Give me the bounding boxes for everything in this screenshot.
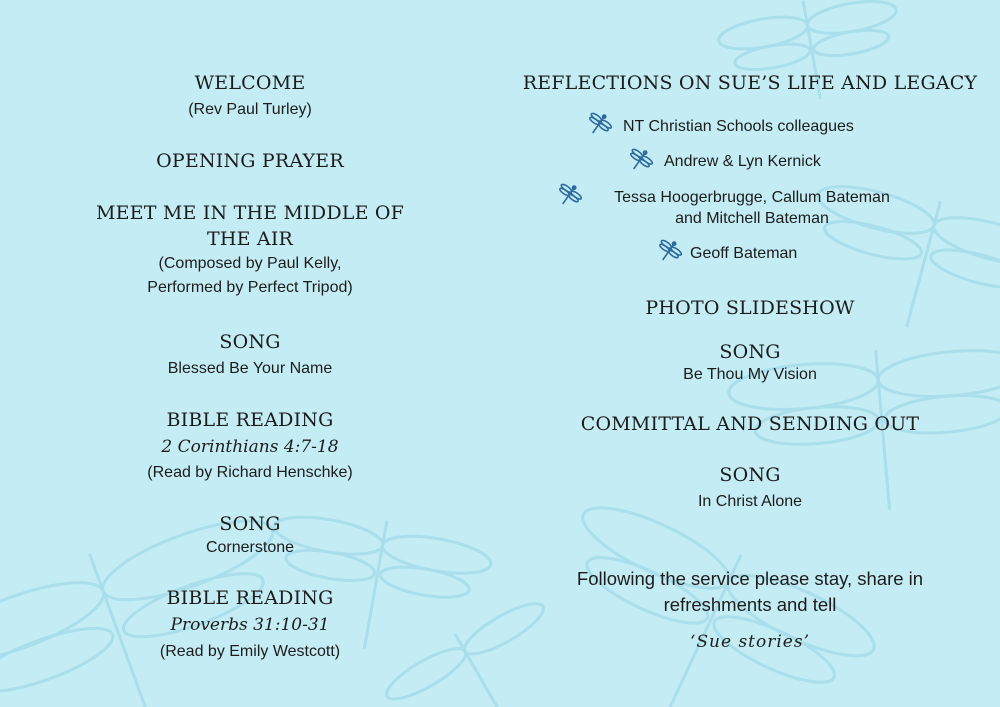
closing-line1: Following the service please stay, share in — [576, 568, 924, 589]
bible2-heading: BIBLE READING — [166, 587, 334, 609]
bible2-reference: Proverbs 31:10-31 — [170, 615, 330, 635]
dragonfly-icon — [656, 238, 682, 264]
dragonfly-icon — [586, 111, 612, 137]
meet-me-heading-line2: THE AIR — [206, 228, 294, 250]
song1-title: Blessed Be Your Name — [167, 360, 333, 377]
slideshow-heading: PHOTO SLIDESHOW — [645, 297, 855, 319]
meet-me-credit-line2: Performed by Perfect Tripod) — [147, 279, 353, 296]
song4-title: In Christ Alone — [697, 493, 803, 510]
song3-heading: SONG — [719, 341, 781, 363]
reflection-item-3-line2: and Mitchell Bateman — [675, 210, 829, 227]
closing-line2: refreshments and tell — [663, 594, 837, 615]
reflection-item-3: Tessa Hoogerbrugge, Callum Bateman — [614, 189, 890, 206]
dragonfly-icon — [627, 147, 653, 173]
meet-me-heading-line1: MEET ME IN THE MIDDLE OF — [95, 202, 405, 224]
opening-prayer-heading: OPENING PRAYER — [156, 150, 344, 172]
reflections-heading: REFLECTIONS ON SUE’S LIFE AND LEGACY — [522, 72, 978, 94]
bible1-reader: (Read by Richard Henschke) — [147, 464, 353, 481]
song1-heading: SONG — [219, 331, 281, 353]
bible2-reader: (Read by Emily Westcott) — [159, 643, 341, 660]
bible1-reference: 2 Corinthians 4:7-18 — [161, 437, 339, 457]
song4-heading: SONG — [719, 464, 781, 486]
bible1-heading: BIBLE READING — [166, 409, 334, 431]
reflection-item-4: Geoff Bateman — [690, 245, 798, 262]
dragonfly-icon — [556, 182, 582, 208]
welcome-heading: WELCOME — [194, 72, 306, 94]
song2-heading: SONG — [219, 513, 281, 535]
meet-me-credit-line1: (Composed by Paul Kelly, — [158, 255, 342, 272]
song2-title: Cornerstone — [205, 539, 295, 556]
closing-script: ‘Sue stories’ — [689, 632, 810, 652]
reflection-item-1: NT Christian Schools colleagues — [623, 118, 854, 135]
welcome-officiant: (Rev Paul Turley) — [188, 101, 312, 118]
committal-heading: COMMITTAL AND SENDING OUT — [580, 413, 920, 435]
reflection-item-2: Andrew & Lyn Kernick — [664, 153, 821, 170]
song3-title: Be Thou My Vision — [683, 366, 817, 383]
